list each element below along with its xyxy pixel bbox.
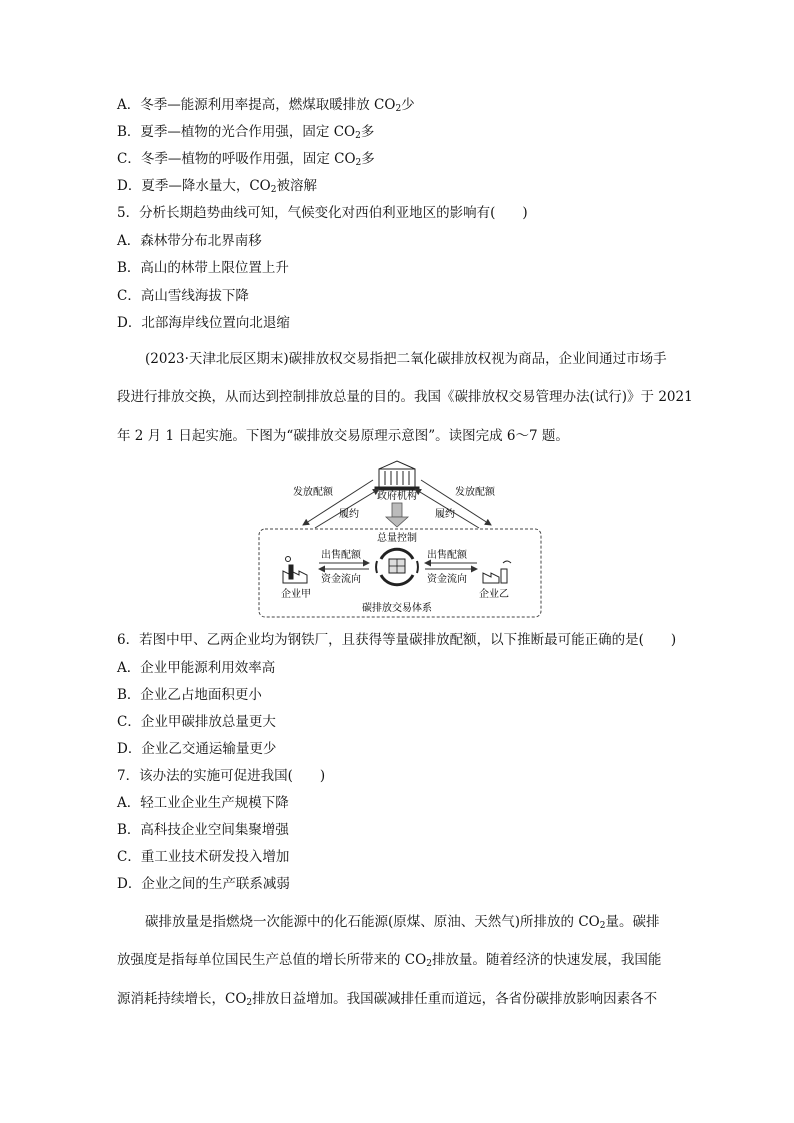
q5-option-a: A．森林带分布北界南移	[117, 233, 262, 249]
material2-line3: 源消耗持续增长，$CO_2$排放日益增加。我国碳减排任重而道远，各省份碳排放影响因素各不	[117, 991, 658, 1008]
company-a-label: 企业甲	[281, 589, 311, 600]
q7-stem: 7．该办法的实施可促进我国( )	[117, 768, 326, 784]
q4-option-d: D．夏季—降水量大，$CO_2$被溶解	[117, 178, 317, 195]
q5-stem: 5．分析长期趋势曲线可知，气候变化对西伯利亚地区的影响有( )	[117, 205, 528, 221]
sell-quota-left-label: 出售配额	[321, 550, 361, 561]
issue-quota-left-label: 发放配额	[293, 487, 333, 498]
fund-flow-left-label: 资金流向	[321, 574, 361, 585]
material2-line2: 放强度是指每单位国民生产总值的增长所带来的 $CO_2$排放量。随着经济的快速发展，我国能	[117, 952, 662, 969]
q4-option-b: B．夏季—植物的光合作用强，固定 $CO_2$多	[117, 124, 375, 141]
q4-option-c: C．冬季—植物的呼吸作用强，固定 $CO_2$多	[117, 151, 375, 168]
material1-line1: (2023·天津北辰区期末)碳排放权交易指把二氧化碳排放权视为商品，企业间通过市场手	[145, 351, 667, 367]
comply-right-label: 履约	[435, 509, 455, 520]
q7-option-a: A．轻工业企业生产规模下降	[117, 795, 289, 811]
q5-option-d: D．北部海岸线位置向北退缩	[117, 315, 290, 331]
factory-a-icon	[283, 557, 307, 584]
q6-option-d: D．企业乙交通运输量更少	[117, 741, 277, 757]
q5-option-b: B．高山的林带上限位置上升	[117, 260, 289, 276]
company-b-label: 企业乙	[479, 589, 509, 600]
q7-option-c: C．重工业技术研发投入增加	[117, 849, 290, 865]
q6-stem: 6．若图中甲、乙两企业均为钢铁厂，且获得等量碳排放配额，以下推断最可能正确的是( )	[117, 632, 677, 648]
trading-cycle-icon	[376, 549, 418, 585]
carbon-trading-diagram	[255, 455, 545, 620]
system-label: 碳排放交易体系	[362, 603, 432, 614]
total-control-label: 总量控制	[377, 533, 417, 544]
q4-option-a: A．冬季—能源利用率提高，燃煤取暖排放 $CO_2$少	[117, 97, 415, 114]
comply-left-label: 履约	[339, 509, 359, 520]
government-building-icon	[375, 461, 419, 490]
q6-option-a: A．企业甲能源利用效率高	[117, 660, 276, 676]
q7-option-d: D．企业之间的生产联系减弱	[117, 876, 290, 892]
material1-line2: 段进行排放交换，从而达到控制排放总量的目的。我国《碳排放权交易管理办法(试行)》于 2021	[117, 389, 693, 405]
material2-line1: 碳排放量是指燃烧一次能源中的化石能源(原煤、原油、天然气)所排放的 $CO_2$量。碳排	[145, 914, 660, 931]
factory-b-icon	[483, 561, 511, 583]
total-control-arrow-icon	[386, 503, 408, 527]
q5-option-c: C．高山雪线海拔下降	[117, 288, 249, 304]
issue-quota-right-label: 发放配额	[455, 487, 495, 498]
fund-flow-right-label: 资金流向	[427, 574, 467, 585]
material1-line3: 年 2 月 1 日起实施。下图为“碳排放交易原理示意图”。读图完成 6～7 题。	[117, 428, 569, 444]
sell-quota-right-label: 出售配额	[427, 550, 467, 561]
q7-option-b: B．高科技企业空间集聚增强	[117, 822, 289, 838]
government-label: 政府机构	[377, 491, 417, 502]
q6-option-c: C．企业甲碳排放总量更大	[117, 714, 276, 730]
q6-option-b: B．企业乙占地面积更小	[117, 687, 262, 703]
